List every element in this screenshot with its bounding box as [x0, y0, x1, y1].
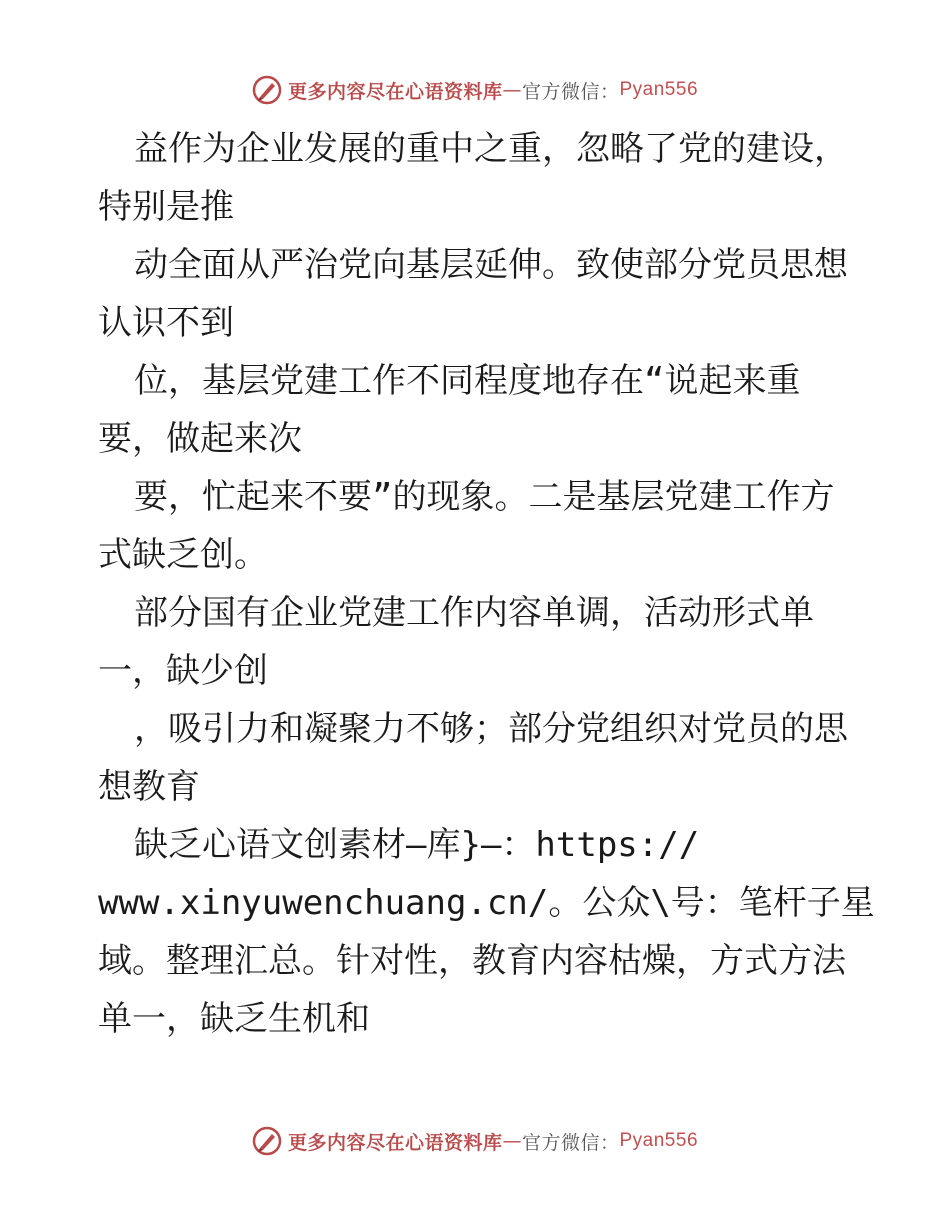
body-line: 动全面从严治党向基层延伸。致使部分党员思想 [134, 245, 848, 285]
body-line: www.xinyuwenchuang.cn/。公众\号：笔杆子星 [98, 883, 875, 923]
banner-separator: — [502, 1130, 522, 1152]
body-line: 益作为企业发展的重中之重，忽略了党的建设， [134, 129, 848, 169]
body-line: 要，做起来次 [98, 419, 302, 459]
body-line: 部分国有企业党建工作内容单调，活动形式单 [134, 593, 814, 633]
banner-wechat-label: 官方微信： [521, 1131, 620, 1154]
body-line: ，吸引力和凝聚力不够；部分党组织对党员的思 [134, 709, 848, 749]
banner-wechat-id: Pyan556 [619, 1130, 699, 1151]
pen-logo-icon [252, 75, 282, 105]
banner-brand: 更多内容尽在心语资料库 [287, 80, 503, 103]
banner-separator: — [502, 79, 522, 101]
pen-logo-icon [252, 1126, 282, 1156]
body-line: 要，忙起来不要”的现象。二是基层党建工作方 [134, 477, 835, 517]
body-line: 特别是推 [98, 187, 234, 227]
body-line: 一，缺少创 [98, 651, 268, 691]
body-line: 域。整理汇总。针对性，教育内容枯燥，方式方法 [98, 941, 846, 981]
body-line: 缺乏心语文创素材—库}—：https:// [134, 825, 700, 865]
body-line: 认识不到 [98, 303, 234, 343]
body-line: 想教育 [98, 767, 200, 807]
document-body [98, 120, 875, 1048]
banner-wechat-label: 官方微信： [521, 80, 620, 103]
footer-banner [0, 1121, 950, 1161]
header-banner [0, 70, 950, 110]
banner-wechat-id: Pyan556 [619, 79, 699, 100]
body-line: 式缺乏创。 [98, 535, 268, 575]
banner-brand: 更多内容尽在心语资料库 [287, 1131, 503, 1154]
body-line: 位，基层党建工作不同程度地存在“说起来重 [134, 361, 801, 401]
body-line: 单一，缺乏生机和 [98, 999, 370, 1039]
